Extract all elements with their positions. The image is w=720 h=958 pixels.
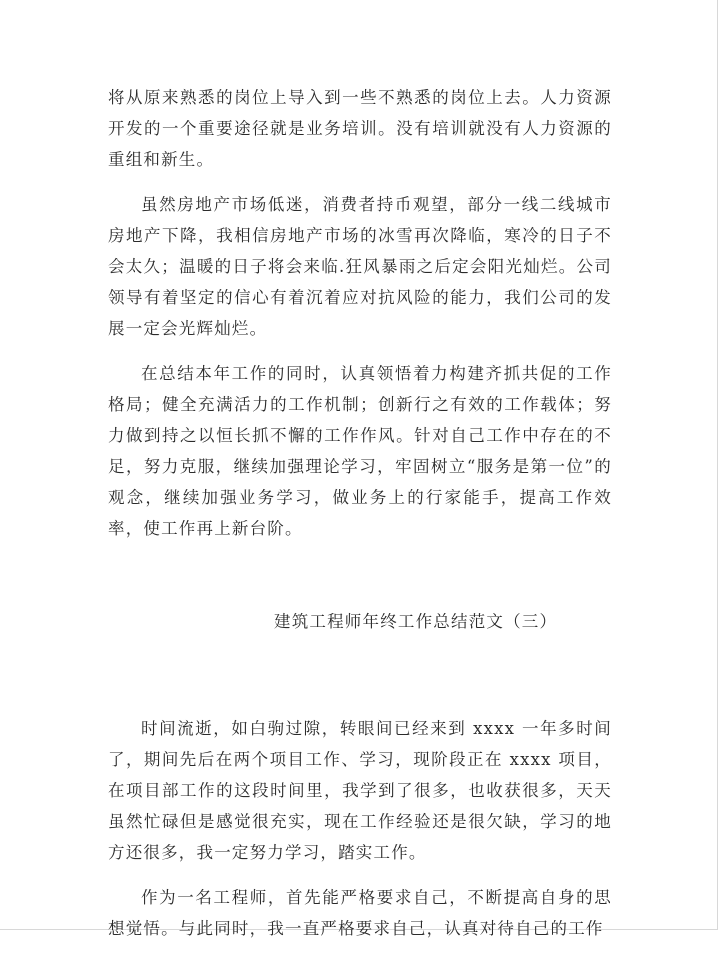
paragraph-time-passing: 时间流逝，如白驹过隙，转眼间已经来到 xxxx 一年多时间了，期间先后在两个项目工作、学习，现阶段正在 xxxx 项目，在项目部工作的这段时间里，我学到了很多，也收获很多，天天虽然忙碌但是感觉很充实，现在工作经验还是很欠缺，学习的地方还很多，我一定努力学习，踏实工作。 [108,719,612,862]
paragraph-work-summary: 在总结本年工作的同时，认真领悟着力构建齐抓共促的工作格局；健全充满活力的工作机制；创新行之有效的工作载体；努力做到持之以恒长抓不懈的工作作风。针对自己工作中存在的不足，努力克服，继续加强理论学习，牢固树立“服务是第一位”的观念，继续加强业务学习，做业务上的行家能手，提高工作效率，使工作再上新台阶。 [108,364,612,538]
paragraph-continuation: 将从原来熟悉的岗位上导入到一些不熟悉的岗位上去。人力资源开发的一个重要途径就是业务培训。没有培训就没有人力资源的重组和新生。 [108,88,612,169]
section-title: 建筑工程师年终工作总结范文（三） [274,612,558,631]
document-body [108,82,612,958]
paragraph-real-estate-outlook: 虽然房地产市场低迷，消费者持币观望，部分一线二线城市房地产下降，我相信房地产市场的冰雪再次降临，寒冷的日子不会太久；温暖的日子将会来临.狂风暴雨之后定会阳光灿烂。公司领导有着坚定的信心有着沉着应对抗风险的能力，我们公司的发展一定会光辉灿烂。 [108,195,612,338]
paragraph-engineer-requirements: 作为一名工程师，首先能严格要求自己，不断提高自身的思想觉悟。与此同时，我一直严格要求自己，认真对待自己的工作 [108,888,612,938]
